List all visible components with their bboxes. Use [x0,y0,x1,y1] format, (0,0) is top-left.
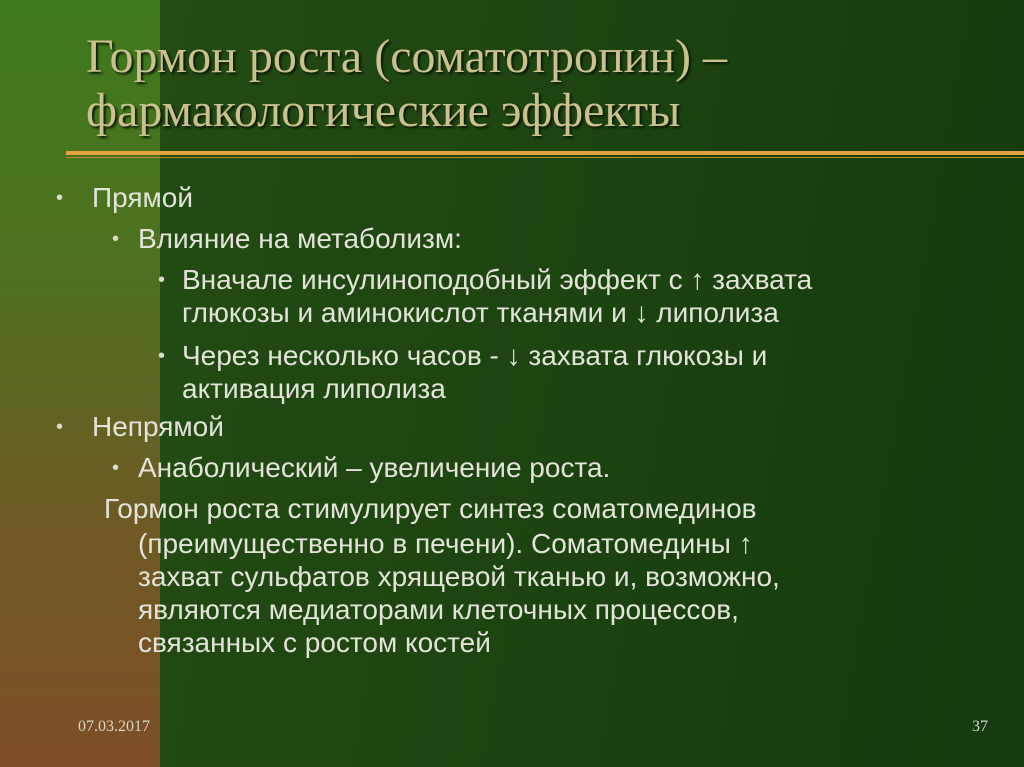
bullet-dot: • [56,416,64,438]
bullet-dot: • [158,345,166,367]
bullet-dot: • [56,187,64,209]
paragraph-line-4: являются медиаторами клеточных процессов, [138,594,739,625]
bullet-anabolic: Анаболический – увеличение роста. [138,452,611,483]
title-line-1: Гормон роста (соматотропин) – [86,30,728,83]
bullet-insulin-line-1: Вначале инсулиноподобный эффект с ↑ захвата [182,264,813,295]
title-line-2: фармакологические эффекты [86,84,681,137]
footer-date: 07.03.2017 [78,718,150,735]
bullet-metabolism: Влияние на метаболизм: [138,223,462,254]
bullet-direct: Прямой [92,182,194,213]
paragraph-line-2: (преимущественно в печени). Соматомедины ↑ [138,528,753,559]
paragraph-line-5: связанных с ростом костей [138,627,491,658]
footer-page-number: 37 [972,718,988,735]
paragraph-line-3: захват сульфатов хрящевой тканью и, возможно, [138,561,780,592]
paragraph-line-1: Гормон роста стимулирует синтез соматомединов [104,493,757,524]
bullet-dot: • [112,457,120,479]
bullet-hours-line-1: Через несколько часов - ↓ захвата глюкозы и [182,340,768,371]
bullet-hours-line-2: активация липолиза [182,373,446,404]
bullet-indirect: Непрямой [92,411,224,442]
bullet-insulin-line-2: глюкозы и аминокислот тканями и ↓ липолиза [182,297,779,328]
bullet-dot: • [112,228,120,250]
bullet-dot: • [158,269,166,291]
